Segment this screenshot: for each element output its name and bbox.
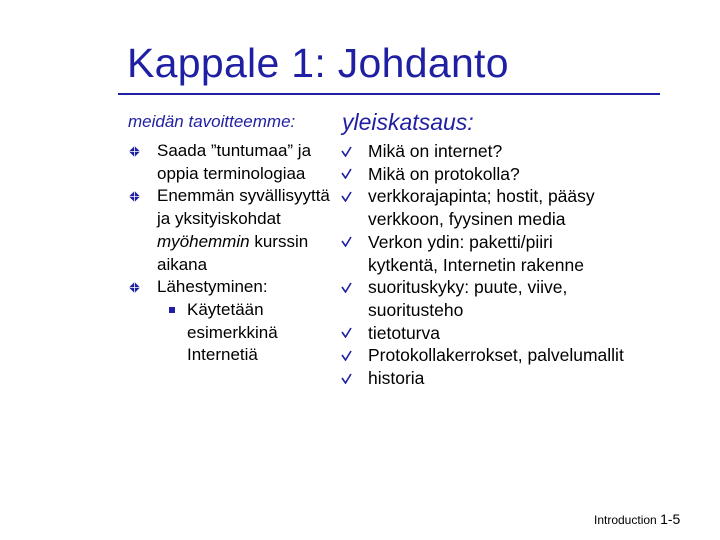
checkmark-bullet-icon (340, 322, 352, 344)
overview-item-text: historia (368, 368, 425, 389)
overview-item-text: tietoturva (368, 322, 440, 343)
goals-heading: meidän tavoitteemme: (128, 112, 296, 131)
slide-footer (594, 511, 680, 527)
diamond-bullet-icon (128, 140, 140, 162)
checkmark-bullet-icon (340, 344, 352, 366)
goals-sublist (157, 299, 333, 367)
overview-item (334, 231, 624, 276)
overview-item (334, 163, 624, 186)
title-underline (118, 93, 660, 95)
goals-item-emphasis: myöhemmin (157, 231, 250, 251)
goals-item (128, 140, 333, 185)
goals-subitem (157, 299, 333, 367)
goals-list (128, 140, 333, 367)
overview-item-text: suorituskyky: puute, viive, suoritusteho (368, 277, 568, 320)
goals-item (128, 185, 333, 276)
page-number: 1-5 (660, 511, 681, 527)
checkmark-bullet-icon (340, 185, 352, 207)
overview-item-text: Mikä on internet? (368, 141, 503, 161)
overview-item (334, 367, 624, 390)
goals-item (128, 276, 333, 367)
overview-item-text: Protokollakerrokset, palvelumallit (368, 345, 624, 366)
goals-item-text: Lähestyminen: (157, 277, 268, 297)
square-bullet-icon (169, 307, 175, 313)
overview-item-text: Verkon ydin: paketti/piiri kytkentä, Internetin rakenne (368, 231, 584, 275)
diamond-bullet-icon (128, 185, 140, 207)
slide-title: Kappale 1: Johdanto (127, 40, 509, 86)
goals-item-text: Enemmän syvällisyyttä ja yksityiskohdat (157, 186, 330, 229)
goals-subitem-text: Käytetään esimerkkinä Internetiä (187, 299, 278, 365)
overview-item-text: verkkorajapinta; hostit, pääsy verkkoon, fyysinen media (368, 186, 595, 230)
checkmark-bullet-icon (340, 276, 352, 298)
overview-item (334, 344, 624, 367)
checkmark-bullet-icon (340, 231, 352, 253)
goals-item-text: Saada ”tuntumaa” ja oppia terminologiaa (157, 141, 312, 183)
overview-item (334, 322, 624, 345)
diamond-bullet-icon (128, 276, 140, 298)
overview-item (334, 185, 624, 230)
goals-item-text: kurssin aikana (157, 231, 309, 274)
overview-item (334, 276, 624, 321)
footer-label: Introduction (594, 513, 657, 527)
overview-heading: yleiskatsaus: (342, 109, 474, 135)
overview-list (334, 140, 624, 390)
checkmark-bullet-icon (340, 140, 352, 162)
checkmark-bullet-icon (340, 367, 352, 389)
overview-item-text: Mikä on protokolla? (368, 163, 520, 184)
checkmark-bullet-icon (340, 163, 352, 185)
overview-item (334, 140, 624, 163)
